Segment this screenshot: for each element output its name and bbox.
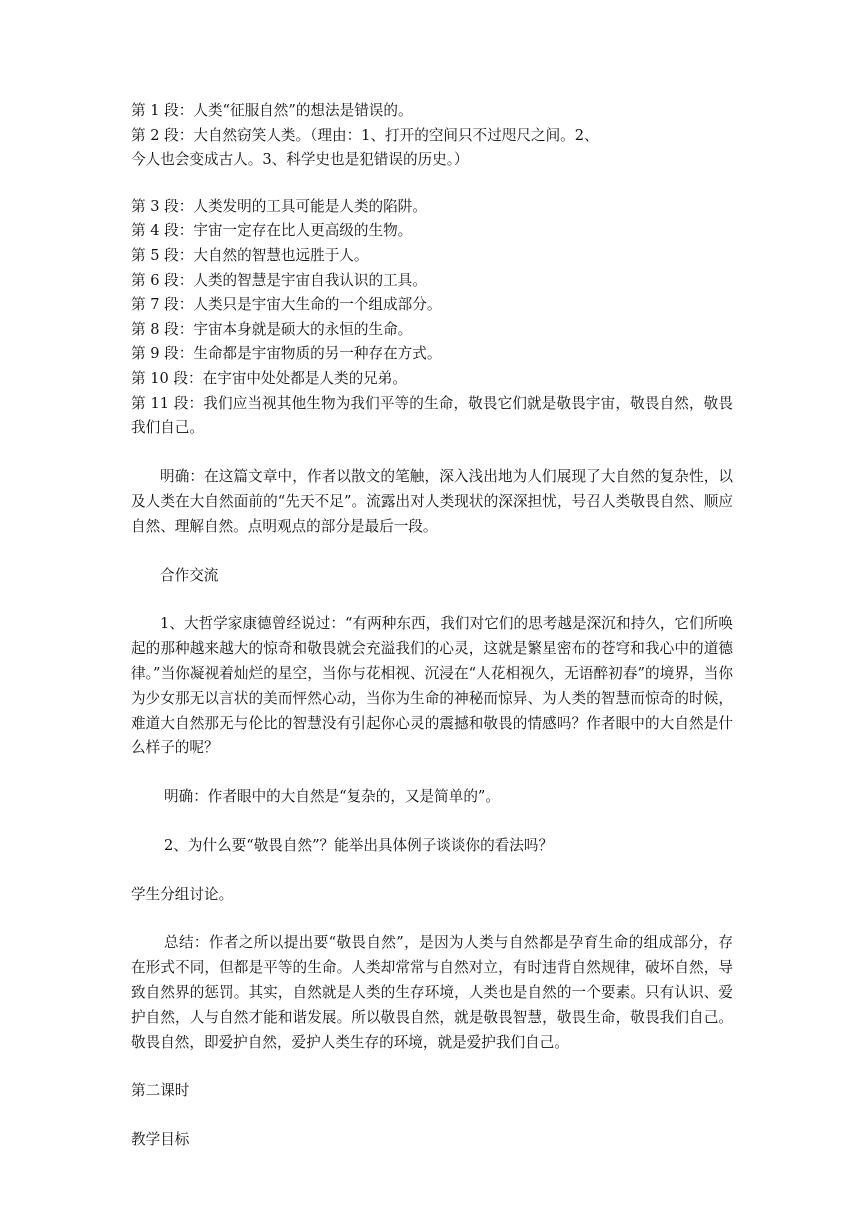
outline-line-1: 第 1 段：人类“征服自然”的想法是错误的。 bbox=[131, 102, 413, 119]
lesson-two-heading: 第二课时 bbox=[131, 1082, 190, 1100]
clarify-paragraph-2: 明确：作者眼中的大自然是“复杂的，又是简单的”。 bbox=[164, 788, 500, 806]
outline-line-8: 第 8 段：宇宙本身就是硕大的永恒的生命。 bbox=[131, 320, 413, 338]
teaching-objectives-heading: 教学目标 bbox=[131, 1131, 190, 1149]
section-heading-cooperation: 合作交流 bbox=[160, 566, 219, 584]
outline-line-7: 第 7 段：人类只是宇宙大生命的一个组成部分。 bbox=[131, 296, 442, 314]
discussion-line: 学生分组讨论。 bbox=[131, 885, 234, 903]
document-page bbox=[131, 99, 733, 1153]
question-paragraph-1: 1、大哲学家康德曾经说过：“有两种东西，我们对它们的思考越是深沉和持久，它们所唤起的那种越来越大的惊奇和敬畏就会充溢我们的心灵，这就是繁星密布的苍穹和我心中的道德律。”当你凝视着灿烂的星空，当你与花相视、沉浸在“人花相视久，无语醉初春”的境界，当你为少女那无以言状的美而怦然心动，当你为生命的神秘而惊异、为人类的智慧而惊奇的时候，难道大自然那无与伦比的智慧没有引起你心灵的震撼和敬畏的情感吗？作者眼中的大自然是什么样子的呢？ bbox=[131, 615, 733, 757]
outline-line-10: 第 10 段：在宇宙中处处都是人类的兄弟。 bbox=[131, 369, 407, 387]
outline-line-6: 第 6 段：人类的智慧是宇宙自我认识的工具。 bbox=[131, 271, 427, 289]
outline-line-2-continued: 今人也会变成古人。3、科学史也是犯错误的历史。） bbox=[131, 151, 469, 169]
outline-line-3: 第 3 段：人类发明的工具可能是人类的陷阱。 bbox=[131, 197, 427, 215]
question-paragraph-2: 2、为什么要“敬畏自然”？能举出具体例子谈谈你的看法吗？ bbox=[164, 836, 554, 854]
outline-line-5: 第 5 段：大自然的智慧也远胜于人。 bbox=[131, 246, 369, 264]
outline-block-2 bbox=[131, 195, 733, 441]
outline-line-9: 第 9 段：生命都是宇宙物质的另一种存在方式。 bbox=[131, 345, 442, 363]
outline-line-2: 第 2 段：大自然窃笑人类。（理由：1、打开的空间只不过咫尺之间。2、 bbox=[131, 126, 599, 144]
outline-line-11: 第 11 段：我们应当视其他生物为我们平等的生命，敬畏它们就是敬畏宇宙，敬畏自然，敬畏我们自己。 bbox=[131, 394, 733, 437]
summary-paragraph: 总结：作者之所以提出要“敬畏自然”，是因为人类与自然都是孕育生命的组成部分，存在形式不同，但都是平等的生命。人类却常常与自然对立，有时违背自然规律，破坏自然，导致自然界的惩罚。其实，自然就是人类的生存环境，人类也是自然的一个要素。只有认识、爱护自然，人与自然才能和谐发展。所以敬畏自然，就是敬畏智慧，敬畏生命，敬畏我们自己。敬畏自然，即爱护自然，爱护人类生存的环境，就是爱护我们自己。 bbox=[131, 934, 733, 1051]
clarify-paragraph-1: 明确：在这篇文章中，作者以散文的笔触，深入浅出地为人们展现了大自然的复杂性，以及人类在大自然面前的“先天不足”。流露出对人类现状的深深担忧，号召人类敬畏自然、顺应自然、理解自然。点明观点的部分是最后一段。 bbox=[131, 468, 733, 535]
outline-line-4: 第 4 段：宇宙一定存在比人更高级的生物。 bbox=[131, 222, 413, 240]
outline-block-1 bbox=[131, 99, 733, 173]
